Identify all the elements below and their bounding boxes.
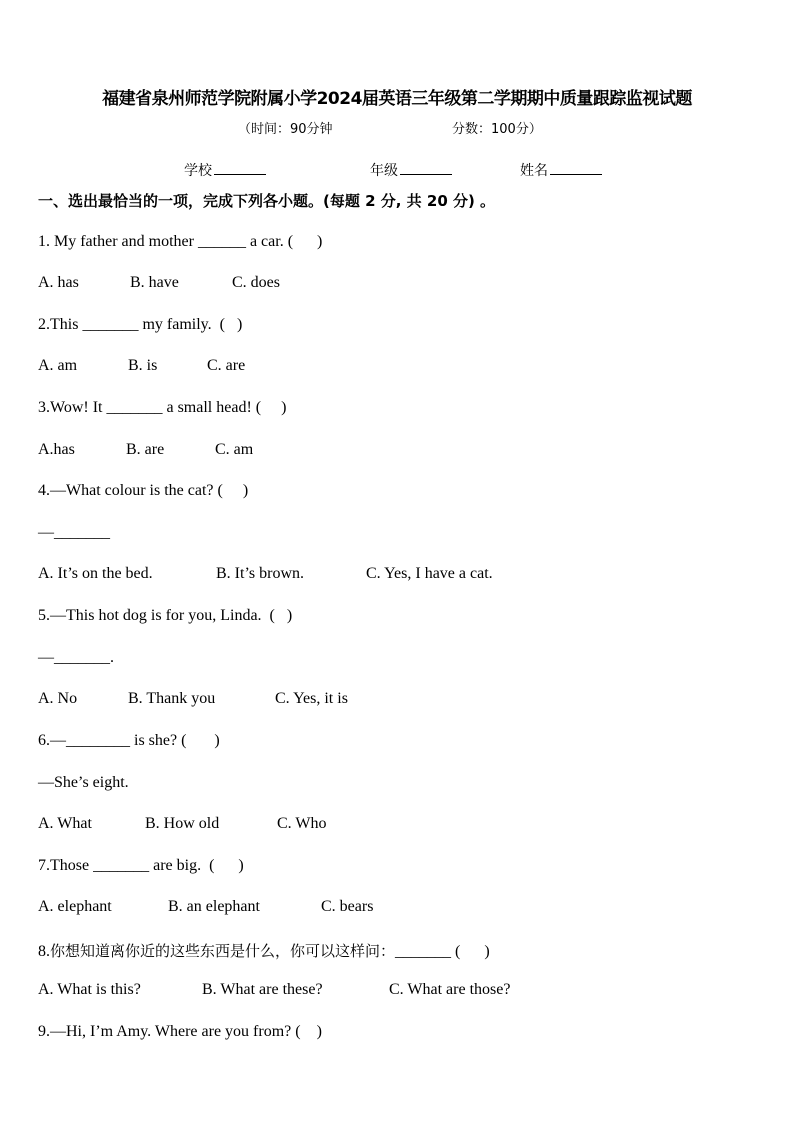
option-c[interactable]: C. are <box>207 357 246 374</box>
option-b[interactable]: B. is <box>128 357 158 374</box>
option-b[interactable]: B. have <box>130 274 179 291</box>
answer-line: —_______. <box>38 649 114 666</box>
option-a[interactable]: A. No <box>38 690 78 707</box>
question-stem <box>38 940 490 961</box>
question-stem: 9.—Hi, I’m Amy. Where are you from? ( ) <box>38 1023 322 1040</box>
option-c[interactable]: C. What are those? <box>389 981 511 998</box>
question-number: 8. <box>38 943 50 960</box>
name-label: 姓名 <box>520 163 548 179</box>
name-field[interactable] <box>520 159 602 180</box>
page-title: 福建省泉州师范学院附属小学2024届英语三年级第二学期期中质量跟踪监视试题 <box>102 89 692 109</box>
option-c[interactable]: C. Yes, I have a cat. <box>366 565 493 582</box>
question-stem: 2.This _______ my family. ( ) <box>38 316 243 333</box>
question-stem: 4.—What colour is the cat? ( ) <box>38 482 249 499</box>
question-stem: 5.—This hot dog is for you, Linda. ( ) <box>38 607 293 624</box>
school-field[interactable] <box>184 159 266 180</box>
option-a[interactable]: A. What is this? <box>38 981 141 998</box>
option-c[interactable]: C. Yes, it is <box>275 690 348 707</box>
question-stem: 6.—________ is she? ( ) <box>38 732 220 749</box>
option-a[interactable]: A. am <box>38 357 78 374</box>
option-b[interactable]: B. an elephant <box>168 898 260 915</box>
name-blank[interactable] <box>550 159 602 175</box>
option-b[interactable]: B. It’s brown. <box>216 565 304 582</box>
option-c[interactable]: C. does <box>232 274 280 291</box>
grade-label: 年级 <box>370 163 398 179</box>
option-b[interactable]: B. Thank you <box>128 690 216 707</box>
answer-line: —_______ <box>38 524 110 541</box>
option-c[interactable]: C. am <box>215 441 254 458</box>
school-blank[interactable] <box>214 159 266 175</box>
option-a[interactable]: A. has <box>38 274 79 291</box>
option-a[interactable]: A. What <box>38 815 92 832</box>
question-stem: 3.Wow! It _______ a small head! ( ) <box>38 399 287 416</box>
section-heading: 一、选出最恰当的一项，完成下列各小题。(每题 2 分, 共 20 分) 。 <box>38 192 496 210</box>
answer-line: —She’s eight. <box>38 774 129 791</box>
option-a[interactable]: A. It’s on the bed. <box>38 565 153 582</box>
question-blank: _______ ( ) <box>395 943 490 960</box>
option-c[interactable]: C. Who <box>277 815 327 832</box>
exam-score: 分数：100分） <box>452 122 542 137</box>
option-b[interactable]: B. How old <box>145 815 220 832</box>
school-label: 学校 <box>184 163 212 179</box>
question-stem: 7.Those _______ are big. ( ) <box>38 857 244 874</box>
question-text-cn: 你想知道离你近的这些东西是什么，你可以这样问： <box>50 942 396 960</box>
question-stem: 1. My father and mother ______ a car. ( ) <box>38 233 323 250</box>
grade-blank[interactable] <box>400 159 452 175</box>
exam-time: （时间：90分钟 <box>238 122 333 137</box>
option-c[interactable]: C. bears <box>321 898 374 915</box>
grade-field[interactable] <box>370 159 452 180</box>
option-a[interactable]: A.has <box>38 441 75 458</box>
option-b[interactable]: B. are <box>126 441 165 458</box>
option-a[interactable]: A. elephant <box>38 898 112 915</box>
option-b[interactable]: B. What are these? <box>202 981 323 998</box>
